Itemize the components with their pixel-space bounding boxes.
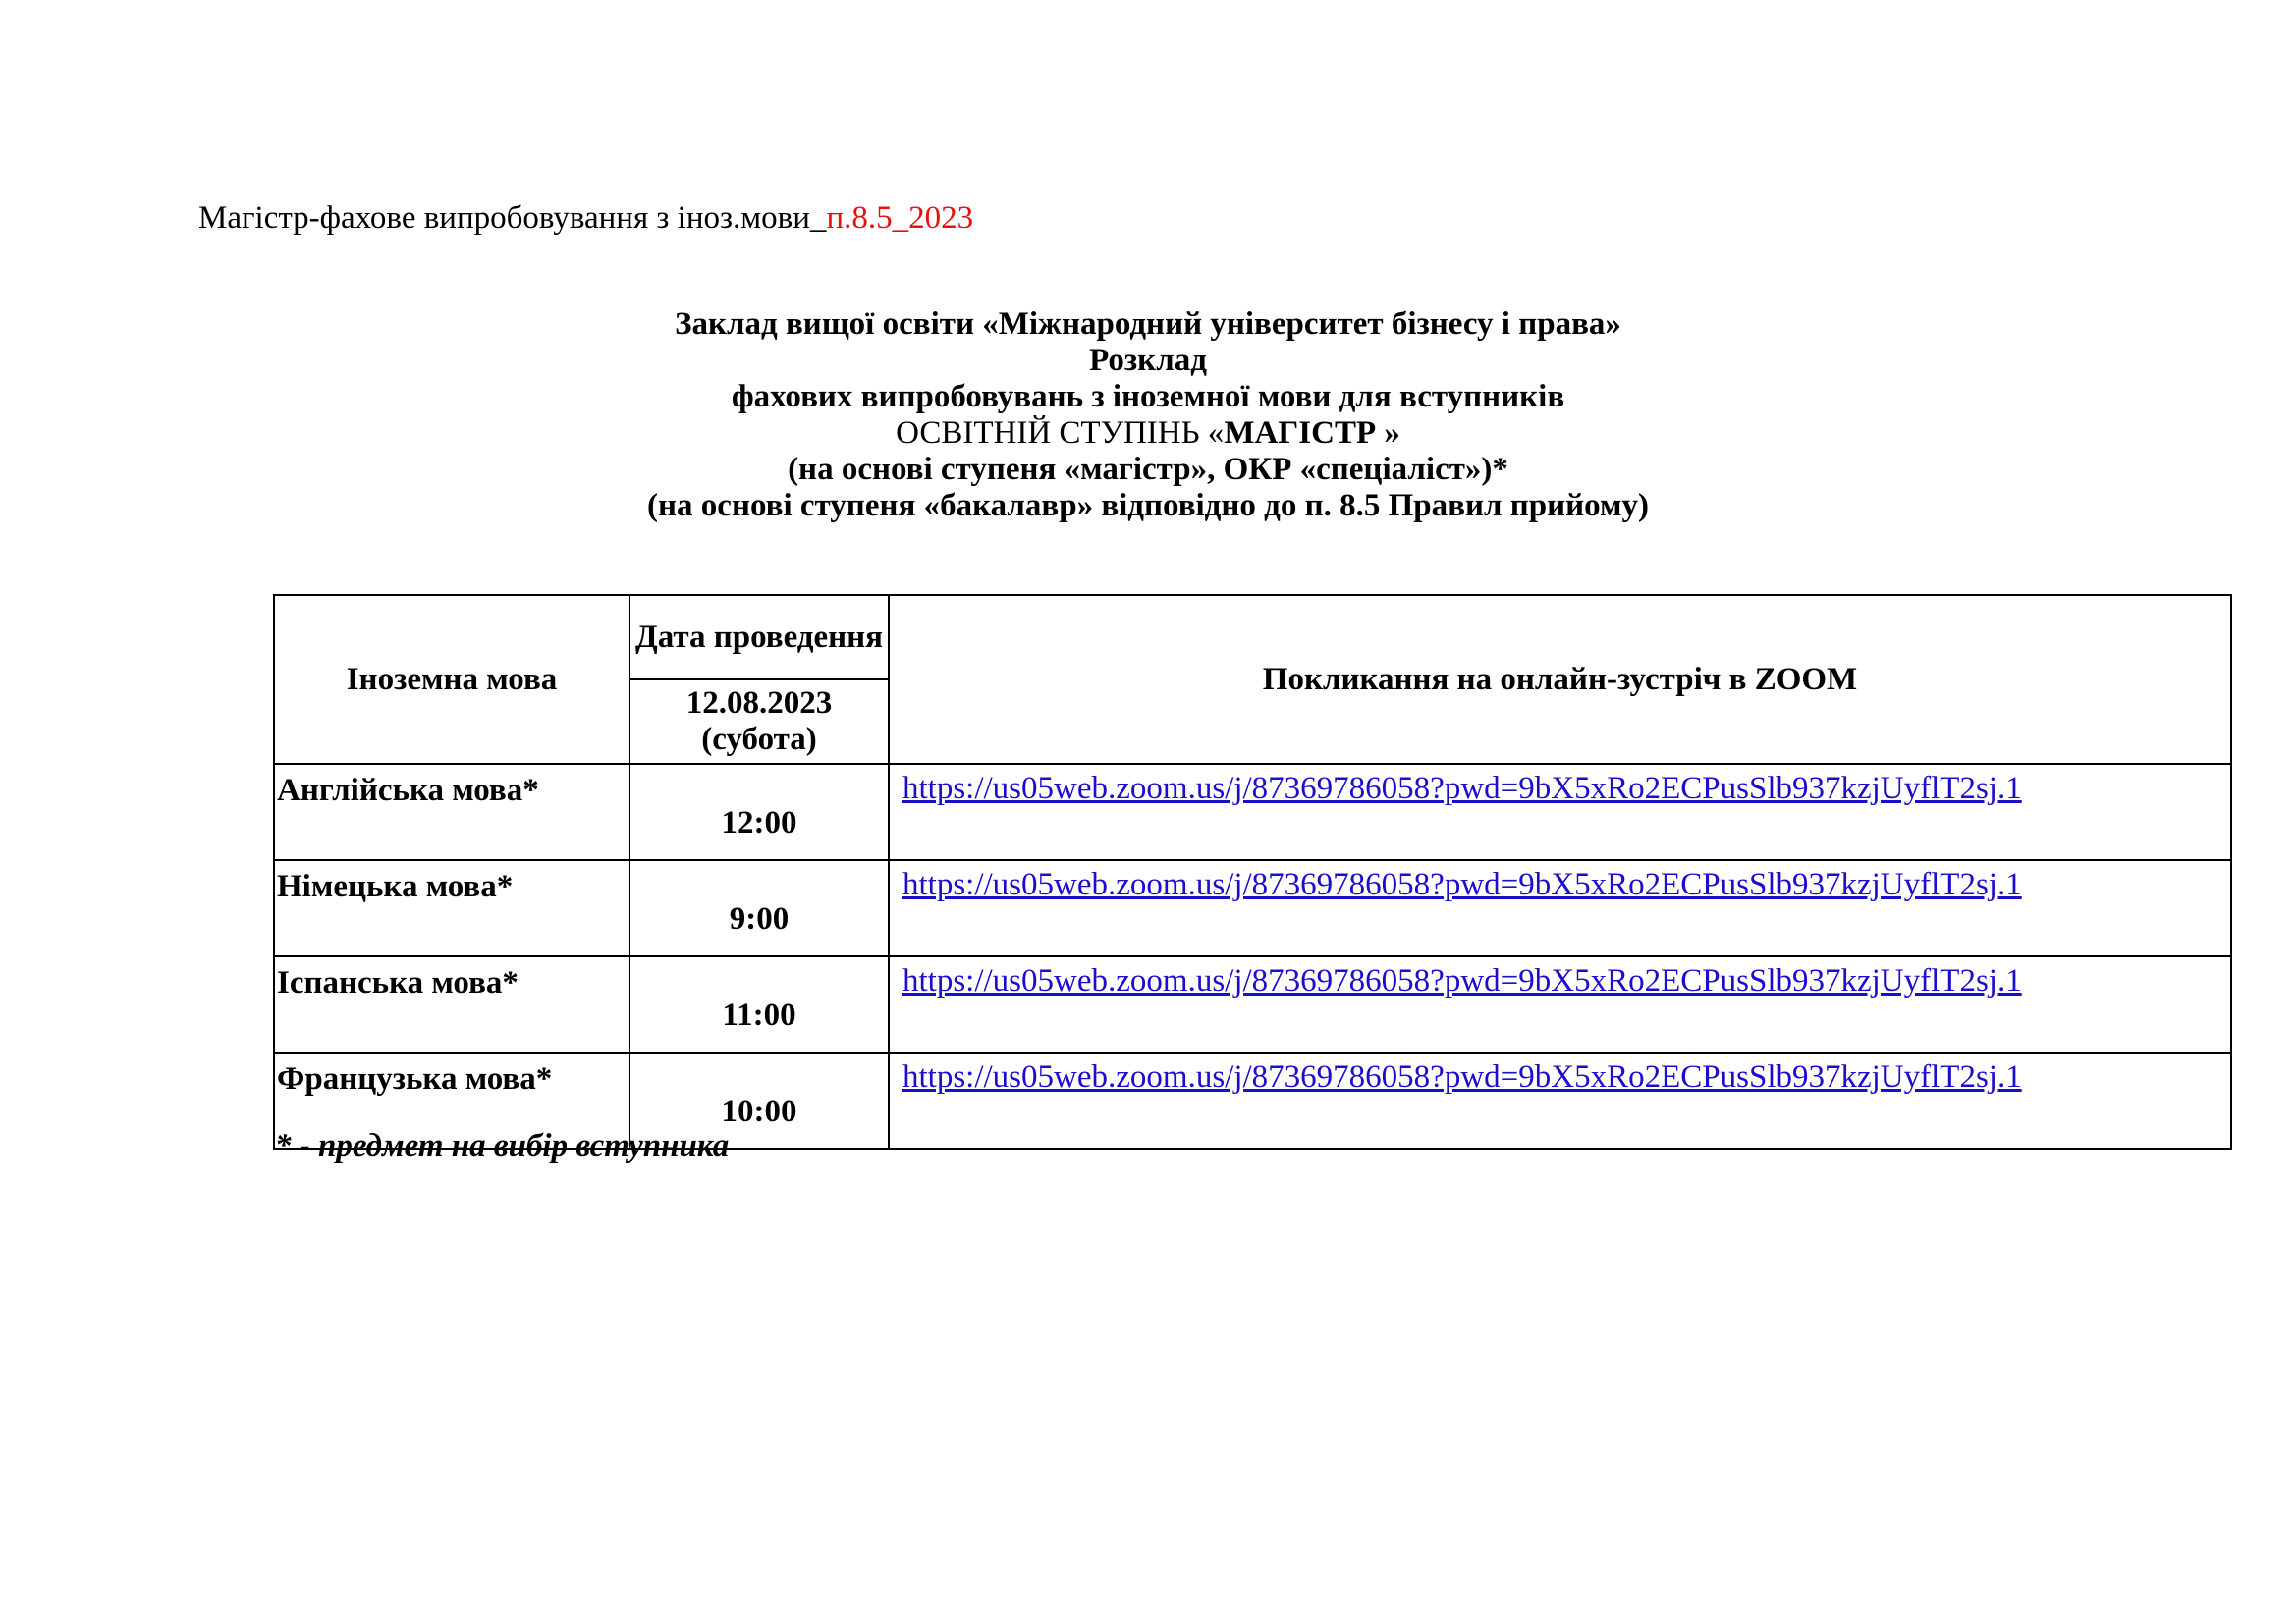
header-weekday: (субота) xyxy=(701,722,817,757)
institution-name: Заклад вищої освіти «Міжнародний університет бізнесу і права» xyxy=(675,306,1621,342)
zoom-link[interactable]: https://us05web.zoom.us/j/87369786058?pwd=9bX5xRo2ECPusSlb937kzjUyflT2sj.1 xyxy=(902,963,2022,999)
degree-name: МАГІСТР » xyxy=(1224,415,1400,451)
row-language: Німецька мова* xyxy=(274,860,629,956)
table-header-row xyxy=(274,595,2231,679)
zoom-link[interactable]: https://us05web.zoom.us/j/87369786058?pwd=9bX5xRo2ECPusSlb937kzjUyflT2sj.1 xyxy=(902,1059,2022,1095)
document-label-main: Магістр-фахове випробовування з іноз.мови_ xyxy=(198,200,827,236)
header-language: Іноземна мова xyxy=(274,595,629,764)
zoom-link[interactable]: https://us05web.zoom.us/j/87369786058?pwd=9bX5xRo2ECPusSlb937kzjUyflT2sj.1 xyxy=(902,867,2022,902)
schedule-title: Розклад xyxy=(1089,343,1207,378)
footnote: * - предмет на вибір вступника xyxy=(275,1128,730,1164)
header-date-title: Дата проведення xyxy=(629,595,889,679)
schedule-heading xyxy=(0,306,2296,524)
row-language: Французька мова* xyxy=(274,1053,629,1149)
schedule-table xyxy=(273,594,2232,1150)
row-link-cell xyxy=(889,1053,2231,1149)
table-row xyxy=(274,860,2231,956)
degree-prefix: ОСВІТНІЙ СТУПІНЬ « xyxy=(896,415,1225,451)
row-time: 10:00 xyxy=(629,1053,889,1149)
header-link: Покликання на онлайн-зустріч в ZOOM xyxy=(889,595,2231,764)
row-link-cell xyxy=(889,764,2231,860)
row-link-cell xyxy=(889,956,2231,1053)
basis-line-2: (на основі ступеня «бакалавр» відповідно до п. 8.5 Правил прийому) xyxy=(647,488,1649,523)
row-language: Англійська мова* xyxy=(274,764,629,860)
zoom-link[interactable]: https://us05web.zoom.us/j/87369786058?pwd=9bX5xRo2ECPusSlb937kzjUyflT2sj.1 xyxy=(902,771,2022,806)
row-time: 12:00 xyxy=(629,764,889,860)
table-row xyxy=(274,956,2231,1053)
row-language: Іспанська мова* xyxy=(274,956,629,1053)
header-date: 12.08.2023 xyxy=(685,685,833,721)
schedule-subtitle: фахових випробовувань з іноземної мови для вступників xyxy=(731,379,1565,414)
row-link-cell xyxy=(889,860,2231,956)
basis-line-1: (на основі ступеня «магістр», ОКР «спеціаліст»)* xyxy=(788,452,1508,487)
degree-line xyxy=(0,415,2296,452)
document-label-highlight: п.8.5_2023 xyxy=(826,200,974,236)
table-row xyxy=(274,764,2231,860)
header-date-value xyxy=(629,679,889,764)
document-label xyxy=(198,196,973,240)
row-time: 9:00 xyxy=(629,860,889,956)
row-time: 11:00 xyxy=(629,956,889,1053)
